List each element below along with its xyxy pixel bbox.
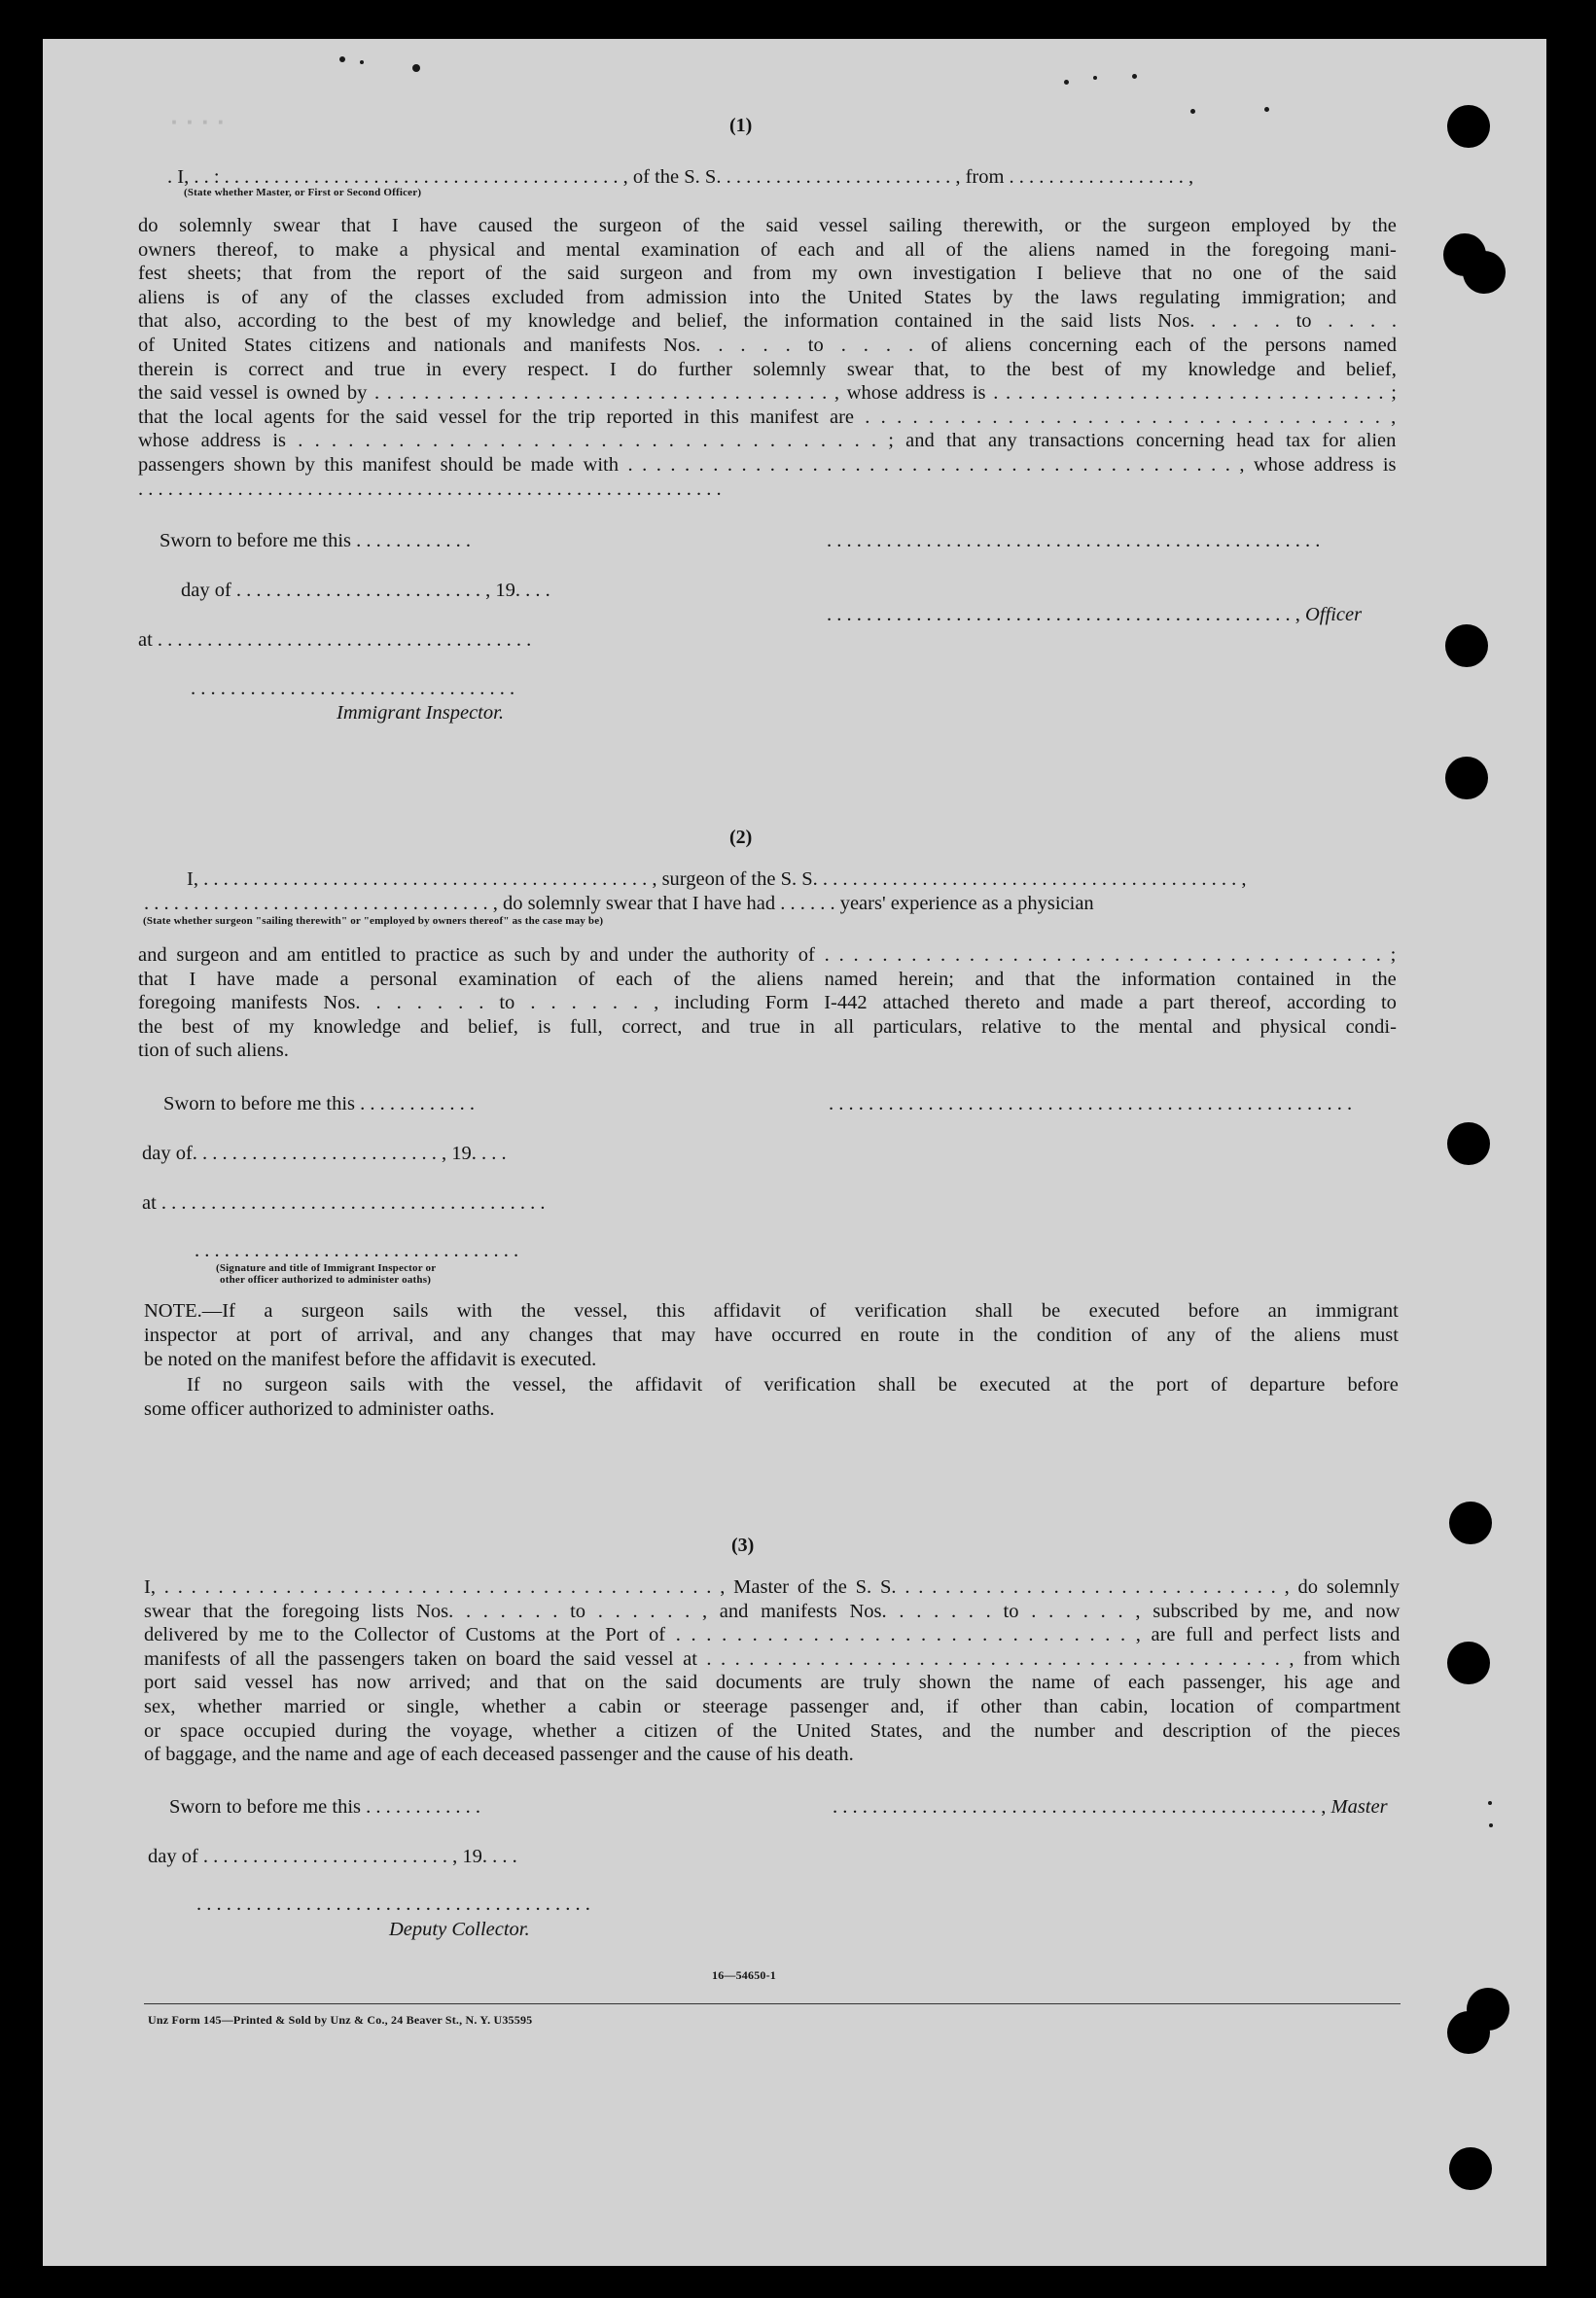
scan-speck [1489,1823,1493,1827]
section-1-oath-line: . I, . . : . . . . . . . . . . . . . . . . . . . . . . . . . . . . . . . . . . . . . . . . , of the S. S. . . . . . . . . . . . . . . . . . . . . . . . , from . . . . . . . . . . . . . . . . . . , [167,166,1194,188]
section-2-note-last: be noted on the manifest before the affidavit is executed. [144,1349,597,1370]
punch-hole [1449,2147,1492,2190]
section-2-body-line: foregoing manifests Nos. . . . . . . to . . . . . . , including Form I-442 attached thereto and made a part thereof, according to [138,992,1397,1014]
section-2-inspector-note: (Signature and title of Immigrant Inspector or [216,1262,437,1274]
scan-speck [339,56,345,62]
section-3-sworn-line: Sworn to before me this . . . . . . . . . . . . [169,1796,480,1818]
section-3-heading: (3) [731,1535,755,1556]
section-2-note2: If no surgeon sails with the vessel, the affidavit of verification shall be executed at the port of departure before [187,1374,1399,1396]
section-2-inspector-note: other officer authorized to administer oaths) [220,1274,432,1286]
section-1-officer-line [827,603,1362,627]
punch-hole [1447,105,1490,148]
punch-hole [1445,757,1488,799]
section-2-body-lines [138,943,1397,1039]
punch-hole [1447,2011,1490,2054]
punch-hole [1449,1502,1492,1544]
section-1-officer-label: Officer [1305,604,1363,625]
section-1-body-line: therein is correct and true in every respect. I do further solemnly swear that, to the best of my knowledge and belief, [138,358,1397,380]
section-3-body-line: or space occupied during the voyage, whether a citizen of the United States, and the number and description of the pieces [144,1719,1401,1742]
section-1-at-line: at . . . . . . . . . . . . . . . . . . . . . . . . . . . . . . . . . . . . . . [138,629,532,651]
section-2-sworn-line: Sworn to before me this . . . . . . . . . . . . [163,1093,475,1114]
section-2-body-line: the best of my knowledge and belief, is full, correct, and true in all particulars, relative to the mental and physical condi- [138,1015,1397,1038]
section-1-body-line: that also, according to the best of my knowledge and belief, the information contained in the said lists Nos. . . . . to . . . . [138,310,1397,333]
section-1-day-line: day of . . . . . . . . . . . . . . . . . . . . . . . . . , 19. . . . [181,580,550,601]
section-3-master-line [833,1795,1388,1820]
punch-hole [1447,1642,1490,1684]
section-2-surgeon-note: (State whether surgeon "sailing therewith" or "employed by owners thereof" as the case may be) [143,915,604,927]
section-1-body-lines [138,214,1397,477]
section-1-officer-note: (State whether Master, or First or Second Officer) [184,187,422,198]
punch-hole [1445,624,1488,667]
scan-speck [1190,109,1195,114]
section-2-body-line: that I have made a personal examination of each of the aliens named herein; and that the information contained in the [138,968,1397,990]
section-2-heading: (2) [729,827,753,848]
section-3-collector-label: Deputy Collector. [389,1919,530,1940]
form-page [43,39,1546,2266]
section-2-body-line: and surgeon and am entitled to practice as such by and under the authority of . . . . . . . . . . . . . . . . . . . . . . . . . . . . . . . . . . . . . . . ; [138,944,1397,966]
section-3-body-line: sex, whether married or single, whether a cabin or steerage passenger and, if other than cabin, location of compartment [144,1695,1401,1717]
section-1-body-line: aliens is of any of the classes excluded from admission into the United States by the laws regulating immigration; and [138,286,1397,308]
section-1-heading: (1) [729,115,753,136]
section-1-body-line: fest sheets; that from the report of the said surgeon and from my own investigation I believe that no one of the said [138,263,1397,285]
section-1-body-line: do solemnly swear that I have caused the surgeon of the said vessel sailing therewith, or the surgeon employed by the [138,215,1397,236]
section-1-body-line: of United States citizens and nationals and manifests Nos. . . . . to . . . . of aliens concerning each of the persons named [138,334,1397,356]
section-1-body-line: that the local agents for the said vessel for the trip reported in this manifest are . . . . . . . . . . . . . . . . . . . . . . . . . . . . . . . . . , [138,406,1397,428]
section-2-note-line: inspector at port of arrival, and any changes that may have occurred en route in the condition of any of the aliens must [144,1325,1399,1346]
scan-speck [1264,107,1269,112]
section-1-body-line: the said vessel is owned by . . . . . . . . . . . . . . . . . . . . . . . . . . . . . . . . . . . . . , whose address is . . . . . . . . . . . . . . . . . . . . . . . . . . . . . . . . ; [138,382,1397,405]
punch-hole [1447,1122,1490,1165]
section-2-note [144,1299,1399,1348]
section-1-sworn-line: Sworn to before me this . . . . . . . . . . . . [160,530,471,551]
section-3-body-last: of baggage, and the name and age of each deceased passenger and the cause of his death. [144,1744,854,1765]
punch-hole [1463,251,1506,294]
section-2-note2-last: some officer authorized to administer oaths. [144,1398,495,1420]
section-1-body-line: passengers shown by this manifest should be made with . . . . . . . . . . . . . . . . . . . . . . . . . . . . . . . . . . . . . . . . . . . , whose address is [138,453,1397,476]
scan-speck [1064,80,1069,85]
section-2-experience-line: . . . . . . . . . . . . . . . . . . . . . . . . . . . . . . . . . . . , do solemnly swear that I have had . . . . . . years' experience as a physician [144,893,1094,914]
section-1-inspector-line: . . . . . . . . . . . . . . . . . . . . . . . . . . . . . . . . . [191,678,515,699]
section-3-collector-line: . . . . . . . . . . . . . . . . . . . . . . . . . . . . . . . . . . . . . . . . [196,1893,590,1915]
section-3-master-label: Master [1330,1796,1388,1818]
footer-rule [144,2003,1401,2004]
section-3-body-line: delivered by me to the Collector of Customs at the Port of . . . . . . . . . . . . . . . . . . . . . . . . . . . . . . , are full and perfect lists and [144,1624,1401,1646]
section-2-at-line: at . . . . . . . . . . . . . . . . . . . . . . . . . . . . . . . . . . . . . . . [142,1192,546,1214]
scan-speck [1093,76,1097,80]
section-2-signature-line: . . . . . . . . . . . . . . . . . . . . . . . . . . . . . . . . . . . . . . . . . . . . . . . . . . . . . [829,1093,1353,1114]
scan-speck [360,60,364,64]
scan-speck [1488,1801,1492,1805]
section-1-signature-line: . . . . . . . . . . . . . . . . . . . . . . . . . . . . . . . . . . . . . . . . . . . . . . . . . . [827,530,1321,551]
section-2-surgeon-line: I, . . . . . . . . . . . . . . . . . . . . . . . . . . . . . . . . . . . . . . . . . . . . . , surgeon of the S. S. . . . . . . . . . . . . . . . . . . . . . . . . . . . . . . . . . . . . . . . . . . , [187,868,1247,890]
section-3-master-dots: . . . . . . . . . . . . . . . . . . . . . . . . . . . . . . . . . . . . . . . . . . . . . . . . . , [833,1796,1327,1818]
section-2-note-line: NOTE.—If a surgeon sails with the vessel, this affidavit of verification shall be executed before an immigrant [144,1300,1399,1322]
section-1-body-line: owners thereof, to make a physical and mental examination of each and all of the aliens named in the foregoing mani- [138,238,1397,261]
section-2-day-line: day of. . . . . . . . . . . . . . . . . . . . . . . . . , 19. . . . [142,1143,507,1164]
scan-speck [412,64,420,72]
section-1-officer-dots: . . . . . . . . . . . . . . . . . . . . . . . . . . . . . . . . . . . . . . . . . . . . . . . , [827,604,1300,625]
section-1-body-last: . . . . . . . . . . . . . . . . . . . . . . . . . . . . . . . . . . . . . . . . . . . . . . . . . . . . . . . . . . . [138,478,722,500]
section-1-inspector-label: Immigrant Inspector. [337,702,504,724]
section-3-body-line: swear that the foregoing lists Nos. . . . . . . to . . . . . . , and manifests Nos. . . . . . . to . . . . . . , subscribed by me, and now [144,1600,1401,1622]
section-2-body-last: tion of such aliens. [138,1040,289,1061]
section-3-body-line: manifests of all the passengers taken on board the said vessel at . . . . . . . . . . . . . . . . . . . . . . . . . . . . . . . . . . . . . . . . . , from which [144,1647,1401,1670]
bleed-through-text: · · · · [169,107,225,136]
section-3-body-line: port said vessel has now arrived; and that on the said documents are truly shown the name of each passenger, his age and [144,1672,1401,1694]
section-3-body-lines [144,1575,1401,1743]
section-2-inspector-line: . . . . . . . . . . . . . . . . . . . . . . . . . . . . . . . . . [195,1240,519,1261]
section-3-body-line: I, . . . . . . . . . . . . . . . . . . . . . . . . . . . . . . . . . . . . . . . . . , Master of the S. S. . . . . . . . . . . . . . . . . . . . . . . . . . . . . , do solemnly [144,1576,1400,1598]
scan-speck [1132,74,1137,79]
section-3-day-line: day of . . . . . . . . . . . . . . . . . . . . . . . . . , 19. . . . [148,1846,517,1867]
section-1-body-line: whose address is . . . . . . . . . . . . . . . . . . . . . . . . . . . . . . . . . . . ; and that any transactions concerning head tax for alien [138,430,1397,452]
form-code: 16—54650-1 [712,1968,776,1982]
footer-imprint: Unz Form 145—Printed & Sold by Unz & Co., 24 Beaver St., N. Y. U35595 [148,2013,533,2027]
